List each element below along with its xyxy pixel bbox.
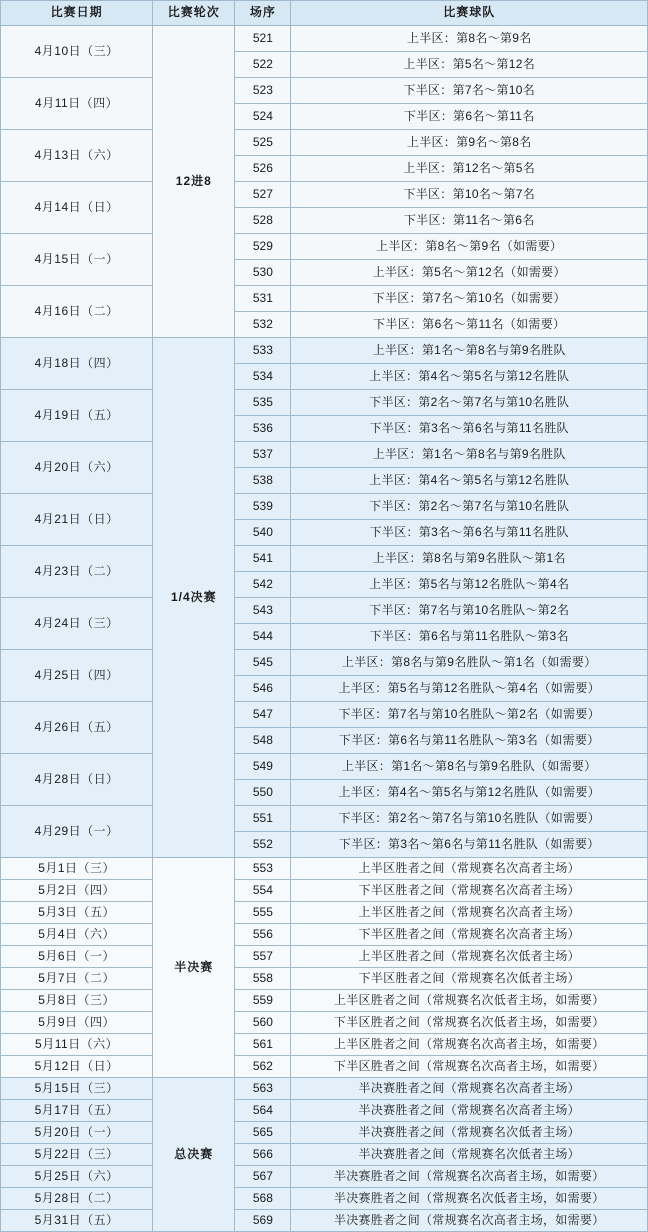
- table-row: [1, 130, 648, 156]
- cell-matchup: 下半区：第7名～第10名（如需要）: [291, 286, 648, 312]
- table-row: [1, 990, 648, 1012]
- cell-date: 5月9日（四）: [1, 1012, 153, 1034]
- cell-matchup: 下半区：第2名～第7名与第10名胜队: [291, 390, 648, 416]
- cell-game-number: 550: [235, 780, 291, 806]
- column-header-round: 比赛轮次: [153, 1, 235, 26]
- table-row: [1, 902, 648, 924]
- cell-game-number: 569: [235, 1210, 291, 1232]
- cell-date: 4月23日（二）: [1, 546, 153, 598]
- cell-date: 5月17日（五）: [1, 1100, 153, 1122]
- cell-matchup: 半决赛胜者之间（常规赛名次低者主场，如需要）: [291, 1188, 648, 1210]
- cell-date: 5月12日（日）: [1, 1056, 153, 1078]
- cell-date: 4月25日（四）: [1, 650, 153, 702]
- cell-game-number: 553: [235, 858, 291, 880]
- cell-game-number: 527: [235, 182, 291, 208]
- table-row: [1, 442, 648, 468]
- cell-date: 4月21日（日）: [1, 494, 153, 546]
- table-row: [1, 1144, 648, 1166]
- cell-date: 4月14日（日）: [1, 182, 153, 234]
- header-row: [1, 1, 648, 26]
- cell-game-number: 546: [235, 676, 291, 702]
- cell-game-number: 557: [235, 946, 291, 968]
- table-row: [1, 598, 648, 624]
- cell-matchup: 上半区：第1名～第8名与第9名胜队: [291, 442, 648, 468]
- cell-game-number: 564: [235, 1100, 291, 1122]
- cell-game-number: 531: [235, 286, 291, 312]
- cell-game-number: 523: [235, 78, 291, 104]
- cell-date: 5月28日（二）: [1, 1188, 153, 1210]
- cell-game-number: 560: [235, 1012, 291, 1034]
- cell-matchup: 下半区：第6名与第11名胜队～第3名: [291, 624, 648, 650]
- table-row: [1, 1078, 648, 1100]
- cell-matchup: 下半区：第6名～第11名（如需要）: [291, 312, 648, 338]
- cell-matchup: 上半区：第5名～第12名（如需要）: [291, 260, 648, 286]
- table-row: [1, 1034, 648, 1056]
- cell-matchup: 下半区：第3名～第6名与第11名胜队（如需要）: [291, 832, 648, 858]
- table-row: [1, 182, 648, 208]
- cell-matchup: 上半区胜者之间（常规赛名次高者主场，如需要）: [291, 1034, 648, 1056]
- table-row: [1, 754, 648, 780]
- cell-game-number: 534: [235, 364, 291, 390]
- table-header: [1, 1, 648, 26]
- column-header-game-no: 场序: [235, 1, 291, 26]
- cell-game-number: 539: [235, 494, 291, 520]
- cell-matchup: 上半区：第1名～第8名与第9名胜队（如需要）: [291, 754, 648, 780]
- cell-matchup: 上半区：第4名～第5名与第12名胜队（如需要）: [291, 780, 648, 806]
- cell-game-number: 533: [235, 338, 291, 364]
- cell-matchup: 半决赛胜者之间（常规赛名次高者主场，如需要）: [291, 1210, 648, 1232]
- cell-matchup: 上半区：第8名与第9名胜队～第1名: [291, 546, 648, 572]
- cell-game-number: 548: [235, 728, 291, 754]
- cell-game-number: 567: [235, 1166, 291, 1188]
- cell-matchup: 下半区：第2名～第7名与第10名胜队（如需要）: [291, 806, 648, 832]
- cell-round-name: 1/4决赛: [153, 338, 235, 858]
- table-row: [1, 650, 648, 676]
- cell-game-number: 524: [235, 104, 291, 130]
- cell-game-number: 549: [235, 754, 291, 780]
- cell-date: 5月11日（六）: [1, 1034, 153, 1056]
- cell-game-number: 525: [235, 130, 291, 156]
- table-row: [1, 78, 648, 104]
- cell-matchup: 下半区：第11名～第6名: [291, 208, 648, 234]
- cell-round-name: 总决赛: [153, 1078, 235, 1232]
- table-row: [1, 702, 648, 728]
- cell-date: 4月18日（四）: [1, 338, 153, 390]
- cell-game-number: 535: [235, 390, 291, 416]
- cell-round-name: 半决赛: [153, 858, 235, 1078]
- table-row: [1, 494, 648, 520]
- cell-game-number: 566: [235, 1144, 291, 1166]
- cell-game-number: 537: [235, 442, 291, 468]
- cell-game-number: 542: [235, 572, 291, 598]
- cell-matchup: 半决赛胜者之间（常规赛名次低者主场）: [291, 1144, 648, 1166]
- cell-matchup: 上半区：第5名与第12名胜队～第4名（如需要）: [291, 676, 648, 702]
- cell-game-number: 544: [235, 624, 291, 650]
- cell-date: 5月6日（一）: [1, 946, 153, 968]
- cell-game-number: 568: [235, 1188, 291, 1210]
- cell-matchup: 半决赛胜者之间（常规赛名次高者主场）: [291, 1078, 648, 1100]
- cell-matchup: 半决赛胜者之间（常规赛名次低者主场）: [291, 1122, 648, 1144]
- cell-date: 5月4日（六）: [1, 924, 153, 946]
- cell-game-number: 538: [235, 468, 291, 494]
- cell-date: 4月29日（一）: [1, 806, 153, 858]
- cell-matchup: 下半区胜者之间（常规赛名次低者主场，如需要）: [291, 1012, 648, 1034]
- cell-matchup: 上半区：第8名与第9名胜队～第1名（如需要）: [291, 650, 648, 676]
- cell-game-number: 558: [235, 968, 291, 990]
- cell-matchup: 下半区：第3名～第6名与第11名胜队: [291, 416, 648, 442]
- cell-matchup: 上半区：第8名～第9名: [291, 26, 648, 52]
- cell-date: 5月2日（四）: [1, 880, 153, 902]
- cell-date: 5月25日（六）: [1, 1166, 153, 1188]
- cell-date: 4月26日（五）: [1, 702, 153, 754]
- table-row: [1, 1188, 648, 1210]
- cell-matchup: 下半区：第7名与第10名胜队～第2名: [291, 598, 648, 624]
- cell-game-number: 561: [235, 1034, 291, 1056]
- table-row: [1, 286, 648, 312]
- cell-matchup: 下半区胜者之间（常规赛名次高者主场）: [291, 880, 648, 902]
- cell-matchup: 下半区胜者之间（常规赛名次高者主场，如需要）: [291, 1056, 648, 1078]
- cell-date: 5月8日（三）: [1, 990, 153, 1012]
- cell-date: 5月7日（二）: [1, 968, 153, 990]
- table-row: [1, 338, 648, 364]
- table-row: [1, 1012, 648, 1034]
- cell-date: 5月3日（五）: [1, 902, 153, 924]
- cell-game-number: 551: [235, 806, 291, 832]
- cell-matchup: 下半区：第6名～第11名: [291, 104, 648, 130]
- cell-game-number: 559: [235, 990, 291, 1012]
- cell-matchup: 下半区：第2名～第7名与第10名胜队: [291, 494, 648, 520]
- cell-date: 4月13日（六）: [1, 130, 153, 182]
- cell-game-number: 545: [235, 650, 291, 676]
- cell-matchup: 上半区：第12名～第5名: [291, 156, 648, 182]
- cell-game-number: 530: [235, 260, 291, 286]
- cell-matchup: 上半区胜者之间（常规赛名次高者主场）: [291, 902, 648, 924]
- cell-game-number: 522: [235, 52, 291, 78]
- cell-date: 5月22日（三）: [1, 1144, 153, 1166]
- cell-date: 5月20日（一）: [1, 1122, 153, 1144]
- cell-game-number: 541: [235, 546, 291, 572]
- table-row: [1, 1166, 648, 1188]
- cell-game-number: 528: [235, 208, 291, 234]
- cell-game-number: 532: [235, 312, 291, 338]
- cell-date: 4月19日（五）: [1, 390, 153, 442]
- cell-game-number: 521: [235, 26, 291, 52]
- cell-game-number: 562: [235, 1056, 291, 1078]
- cell-matchup: 下半区：第6名与第11名胜队～第3名（如需要）: [291, 728, 648, 754]
- table-row: [1, 946, 648, 968]
- cell-date: 4月24日（三）: [1, 598, 153, 650]
- cell-game-number: 526: [235, 156, 291, 182]
- column-header-date: 比赛日期: [1, 1, 153, 26]
- table-row: [1, 806, 648, 832]
- table-row: [1, 968, 648, 990]
- table-body: [1, 26, 648, 1232]
- cell-date: 4月15日（一）: [1, 234, 153, 286]
- cell-date: 5月15日（三）: [1, 1078, 153, 1100]
- cell-game-number: 536: [235, 416, 291, 442]
- table-row: [1, 924, 648, 946]
- table-row: [1, 1122, 648, 1144]
- cell-game-number: 547: [235, 702, 291, 728]
- table-row: [1, 1210, 648, 1232]
- cell-date: 4月11日（四）: [1, 78, 153, 130]
- cell-game-number: 529: [235, 234, 291, 260]
- table-row: [1, 26, 648, 52]
- cell-game-number: 543: [235, 598, 291, 624]
- cell-matchup: 上半区胜者之间（常规赛名次低者主场，如需要）: [291, 990, 648, 1012]
- table-row: [1, 234, 648, 260]
- cell-matchup: 上半区：第4名～第5名与第12名胜队: [291, 364, 648, 390]
- cell-date: 5月1日（三）: [1, 858, 153, 880]
- table-row: [1, 1056, 648, 1078]
- cell-date: 4月28日（日）: [1, 754, 153, 806]
- cell-date: 4月20日（六）: [1, 442, 153, 494]
- cell-date: 5月31日（五）: [1, 1210, 153, 1232]
- table-row: [1, 880, 648, 902]
- cell-matchup: 上半区胜者之间（常规赛名次高者主场）: [291, 858, 648, 880]
- cell-matchup: 下半区：第7名～第10名: [291, 78, 648, 104]
- cell-matchup: 下半区胜者之间（常规赛名次高者主场）: [291, 924, 648, 946]
- cell-round-name: 12进8: [153, 26, 235, 338]
- cell-matchup: 上半区：第1名～第8名与第9名胜队: [291, 338, 648, 364]
- cell-matchup: 下半区胜者之间（常规赛名次低者主场）: [291, 968, 648, 990]
- cell-matchup: 上半区：第5名～第12名: [291, 52, 648, 78]
- column-header-teams: 比赛球队: [291, 1, 648, 26]
- cell-matchup: 上半区：第9名～第8名: [291, 130, 648, 156]
- cell-game-number: 565: [235, 1122, 291, 1144]
- cell-date: 4月16日（二）: [1, 286, 153, 338]
- cell-game-number: 552: [235, 832, 291, 858]
- cell-date: 4月10日（三）: [1, 26, 153, 78]
- cell-game-number: 563: [235, 1078, 291, 1100]
- table-row: [1, 858, 648, 880]
- cell-game-number: 554: [235, 880, 291, 902]
- cell-matchup: 半决赛胜者之间（常规赛名次高者主场）: [291, 1100, 648, 1122]
- cell-game-number: 540: [235, 520, 291, 546]
- cell-game-number: 556: [235, 924, 291, 946]
- cell-matchup: 上半区：第5名与第12名胜队～第4名: [291, 572, 648, 598]
- cell-matchup: 上半区：第8名～第9名（如需要）: [291, 234, 648, 260]
- cell-matchup: 下半区：第10名～第7名: [291, 182, 648, 208]
- table-row: [1, 1100, 648, 1122]
- cell-matchup: 下半区：第7名与第10名胜队～第2名（如需要）: [291, 702, 648, 728]
- cell-game-number: 555: [235, 902, 291, 924]
- cell-matchup: 上半区胜者之间（常规赛名次低者主场）: [291, 946, 648, 968]
- table-row: [1, 546, 648, 572]
- cell-matchup: 半决赛胜者之间（常规赛名次高者主场，如需要）: [291, 1166, 648, 1188]
- table-row: [1, 390, 648, 416]
- cell-matchup: 上半区：第4名～第5名与第12名胜队: [291, 468, 648, 494]
- cell-matchup: 下半区：第3名～第6名与第11名胜队: [291, 520, 648, 546]
